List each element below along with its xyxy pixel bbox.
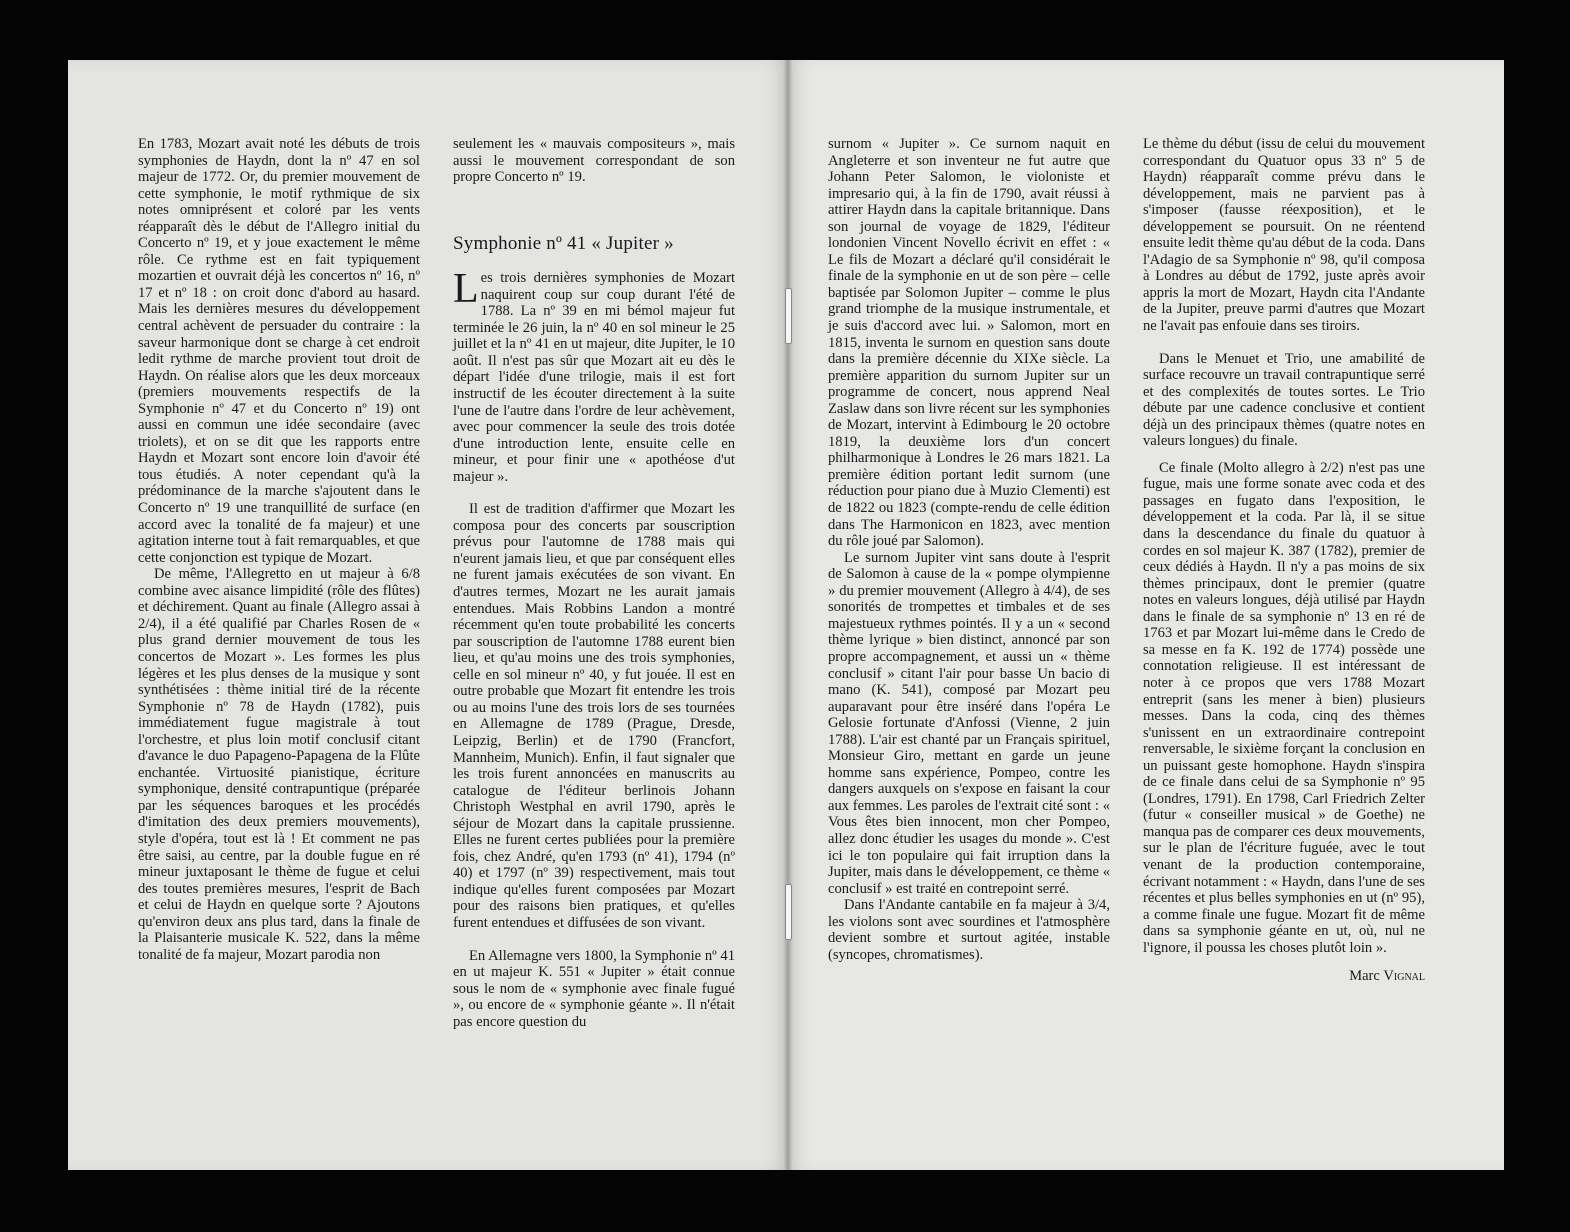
- section-heading: Symphonie nº 41 « Jupiter »: [453, 232, 674, 254]
- author-last-name: Vignal: [1383, 968, 1425, 985]
- paragraph: Dans le Menuet et Trio, une amabilité de surface recouvre un travail contrapuntique serré et des complexités de toutes sortes. Le Trio débute par une cadence conclusive et contient déjà un des principaux thèmes (quatre notes en valeurs longues) du finale.: [1143, 350, 1425, 450]
- paragraph-text: es trois dernières symphonies de Mozart naquirent coup sur coup durant l'été de 1788. La nº 39 en mi bémol majeur fut terminée le 26 juin, la nº 40 en sol mineur le 25 juillet et la nº 41 en ut majeur, dite Jupiter, le 10 août. Il n'est pas sûr que Mozart ait eu dès le départ l'idée d'une trilogie, mais il est fort instructif de les écouter directement à la suite l'une de l'autre dans l'ordre de leur achèvement, avec pour commencer la seule des trois dotée d'une introduction lente, ensuite celle en mineur, et pour finir une « apothéose d'ut majeur ».: [453, 270, 735, 485]
- paragraph: surnom « Jupiter ». Ce surnom naquit en Angleterre et son inventeur ne fut autre que Johann Peter Salomon, le violoniste et impresario qui, à la fin de 1790, avait réussi à attirer Haydn dans la capitale britannique. Dans son journal de voyage de 1829, l'éditeur londonien Vincent Novello écrivit en effet : « Le fils de Mozart a déclaré qu'il considérait le finale de la symphonie en ut de son père – celle baptisée par Solomon Jupiter – comme le plus grand triomphe de la musique instrumentale, et je suis d'accord avec lui. » Salomon, mort en 1815, inventa le surnom en question sans doute dans la première décennie du XIXe siècle. La première apparition du surnom Jupiter sur un programme de concert, nous apprend Neal Zaslaw dans son livre récent sur les symphonies de Mozart, intervint à Edimbourg le 20 octobre 1819, la deuxième lors d'un concert philharmonique à Londres le 26 mars 1821. La première édition portant ledit surnom (une réduction pour piano due à Muzio Clementi) est de 1822 ou 1823 (compte-rendu de celle édition dans The Harmonicon en 1823, avec mention du rôle joué par Salomon).: [828, 136, 1110, 550]
- paragraph: Ce finale (Molto allegro à 2/2) n'est pas une fugue, mais une forme sonate avec coda et des passages en fugato dans l'exposition, le développement et la coda. Par là, il se situe dans la descendance du finale du quatuor à cordes en sol majeur K. 387 (1782), premier de ceux dédiés à Haydn. Il n'y a pas moins de six thèmes principaux, dont le premier (quatre notes en valeurs longues, déjà utilisé par Haydn dans le finale de sa symphonie nº 13 en ré de 1763 et par Mozart lui-même dans le Credo de sa messe en fa K. 192 de 1774) possède une connotation religieuse. Il est intéressant de noter à ce propos que vers 1788 Mozart entreprit (sans les mener à bien) plusieurs messes. Dans la coda, cinq des thèmes s'unissent en un extraordinaire contrepoint renversable, le sixième forçant la conclusion en un puissant geste homophone. Haydn s'inspira de ce finale dans celui de sa Symphonie nº 95 (Londres, 1791). En 1798, Carl Friedrich Zelter (futur « conseiller musical » de Goethe) ne manqua pas de comparer ces deux mouvements, sur le plan de l'écriture fuguée, avec le tout venant de la production contemporaine, écrivant notamment : « Haydn, dans l'une de ses récentes et plus belles symphonies en ut (nº 95), a comme finale une fugue. Mozart fit de même dans sa symphonie géante en ut, où, nul ne l'ignore, il poussa les choses plutôt loin ».: [1143, 459, 1425, 956]
- paragraph: De même, l'Allegretto en ut majeur à 6/8 combine avec aisance limpidité (rôle des flûtes) et déchirement. Quant au finale (Allegro assai à 2/4), il a été qualifié par Charles Rosen de « plus grand dernier mouvement de tous les concertos de Mozart ». Les formes les plus légères et les plus denses de la musique y sont synthétisées : thème initial tiré de la récente Symphonie nº 78 de Haydn (1782), puis immédiatement fugue magistrale à tout l'orchestre, et plus loin motif conclusif citant d'avance le duo Papageno-Papagena de la Flûte enchantée. Virtuosité pianistique, écriture symphonique, densité contrapuntique (préparée par les séquences baroques et les procédés d'imitation des deux premiers mouvements), style d'opéra, tout est là ! Et comment ne pas être saisi, au centre, par la double fugue en ré mineur juxtaposant le thème de fugue et celui des toutes premières mesures, l'esprit de Bach et celui de Haydn en quelque sorte ? Ajoutons qu'environ deux ans plus tard, dans la finale de la Plaisanterie musicale K. 522, dans la même tonalité de fa majeur, Mozart parodia non: [138, 566, 420, 963]
- column-2: [453, 136, 735, 1030]
- book-gutter: [783, 60, 793, 1170]
- author-first-name: Marc: [1349, 968, 1380, 985]
- staple-bottom: [785, 884, 792, 940]
- drop-cap: L: [453, 266, 479, 313]
- column-4: [1143, 136, 1425, 985]
- paragraph: seulement les « mauvais compositeurs », mais aussi le mouvement correspondant de son propre Concerto nº 19.: [453, 136, 735, 186]
- column-3: [828, 136, 1110, 963]
- paragraph: Le surnom Jupiter vint sans doute à l'esprit de Salomon à cause de la « pompe olympienne » du premier mouvement (Allegro à 4/4), de ses sonorités de trompettes et timbales et de ses majestueux rythmes pointés. Il y a un « second thème lyrique » bien distinct, annoncé par son propre accompagnement, et aussi un « thème conclusif » citant l'air pour basse Un bacio di mano (K. 541), composé par Mozart peu auparavant pour être inséré dans l'opéra Le Gelosie fortunate d'Anfossi (Vienne, 2 juin 1788). L'air est chanté par un Français spirituel, Monsieur Giro, mettant en garde un jeune homme sans expérience, Pompeo, contre les dangers auxquels on s'expose en faisant la cour aux femmes. Les paroles de l'extrait cité sont : « Vous êtes bien innocent, mon cher Pompeo, allez donc étudier les usages du monde ». C'est ici le ton populaire qui fait irruption dans la Jupiter, mais dans le développement, ce thème « conclusif » est traité en contrepoint serré.: [828, 549, 1110, 897]
- paragraph-with-dropcap: [453, 266, 735, 485]
- staple-top: [785, 288, 792, 344]
- paragraph: Il est de tradition d'affirmer que Mozart les composa pour des concerts par souscription prévus pour l'automne de 1788 mais qui n'eurent jamais lieu, et que par conséquent elles ne furent jamais exécutées de son vivant. En d'autres termes, Mozart ne les aurait jamais entendues. Mais Robbins Landon a montré récemment qu'en toute probabilité les concerts par souscription de l'automne 1788 eurent bien lieu, et qu'au moins une des trois symphonies, celle en sol mineur nº 40, y fut jouée. Il est en outre probable que Mozart fit entendre les trois ou au moins l'une des trois lors de ses tournées en Allemagne de 1789 (Prague, Dresde, Leipzig, Berlin) et de 1790 (Francfort, Mannheim, Munich). Enfin, il faut signaler que les trois furent annoncées en manuscrits au catalogue de l'éditeur berlinois Johann Christoph Westphal en avril 1790, après le séjour de Mozart dans la capitale prussienne. Elles ne furent certes publiées pour la première fois, chez André, qu'en 1793 (nº 41), 1794 (nº 40) et 1797 (nº 39) respectivement, mais tout indique qu'elles furent composées par Mozart pour des raisons bien pratiques, et qu'elles furent entendues et diffusées de son vivant.: [453, 501, 735, 931]
- paragraph: En Allemagne vers 1800, la Symphonie nº 41 en ut majeur K. 551 « Jupiter » était connue sous le nom de « symphonie avec finale fugué », ou encore de « symphonie géante ». Il n'était pas encore question du: [453, 947, 735, 1030]
- paragraph: En 1783, Mozart avait noté les débuts de trois symphonies de Haydn, dont la nº 47 en sol majeur de 1772. Or, du premier mouvement de cette symphonie, le motif rythmique de six notes omniprésent et coloré par les vents réapparaît dès le début de l'Allegro initial du Concerto nº 19, et y joue exactement le même rôle. Ce rythme est en fait typiquement mozartien et ouvrait déjà les concertos nº 16, nº 17 et nº 18 : on croit donc d'abord au hasard. Mais les dernières mesures du développement central achèvent de persuader du contraire : la saveur harmonique dont se charge à cet endroit ledit rythme de marche provient tout droit de Haydn. On réalise alors que les deux morceaux (premiers mouvements respectifs de la Symphonie nº 47 et du Concerto nº 19) ont aussi en commun une idée secondaire (avec triolets), et on se dit que les rapports entre Haydn et Mozart sont encore loin d'avoir été tous étudiés. A noter cependant qu'à la prédominance de la marche s'ajoutent dans le Concerto nº 19 une tranquillité de surface (en accord avec la tonalité de fa majeur) et une agitation interne tout à fait remarquables, et que cette conjonction est typique de Mozart.: [138, 136, 420, 566]
- column-1: [138, 136, 420, 963]
- paragraph: Dans l'Andante cantabile en fa majeur à 3/4, les violons sont avec sourdines et l'atmosphère devient sombre et surtout agitée, instable (syncopes, chromatismes).: [828, 897, 1110, 963]
- author-signature: [1143, 968, 1425, 985]
- paragraph: Le thème du début (issu de celui du mouvement correspondant du Quatuor opus 33 nº 5 de Haydn) réapparaît comme prévu dans le développement, mais ne parvient pas à s'imposer (fausse réexposition), et le développement se poursuit. On ne réentend ensuite ledit thème qu'au début de la coda. Dans l'Adagio de sa Symphonie nº 98, qu'il composa à Londres au début de 1792, juste après avoir appris la mort de Mozart, Haydn cita l'Andante de la Jupiter, preuve parmi d'autres que Mozart ne l'avait pas enfouie dans ses tiroirs.: [1143, 136, 1425, 335]
